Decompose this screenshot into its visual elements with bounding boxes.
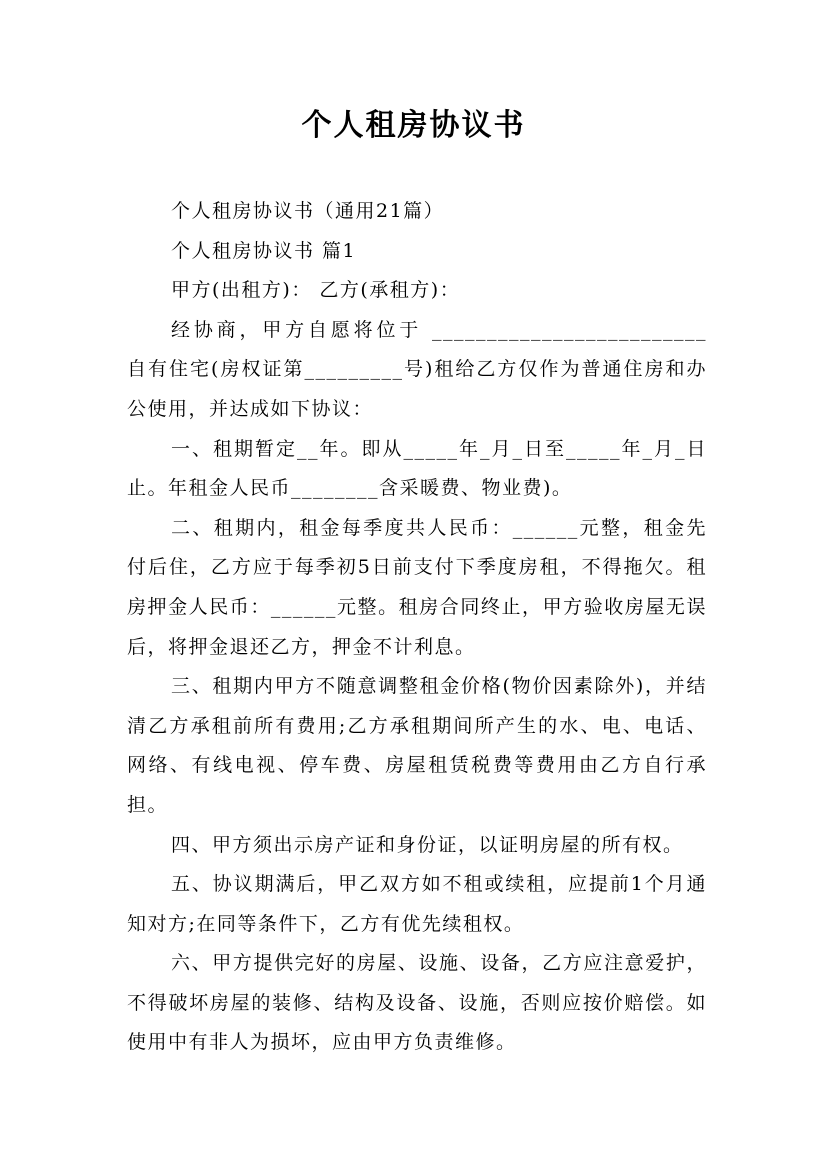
document-body <box>127 192 707 1063</box>
paragraph-section-heading: 个人租房协议书 篇1 <box>171 239 357 262</box>
paragraph-subtitle: 个人租房协议书（通用21篇） <box>171 200 445 222</box>
document-title: 个人租房协议书 <box>301 108 526 143</box>
paragraph-intro: 经协商，甲方自愿将位于 _________________________ 自有住宅(房权证第_________号)租给乙方仅作为普通住房和办公使用，并达成如下协议： <box>127 318 707 420</box>
paragraph-clause-5: 五、协议期满后，甲乙双方如不租或续租，应提前1个月通知对方;在同等条件下，乙方有优先续租权。 <box>127 873 707 935</box>
paragraph-parties: 甲方(出租方)： 乙方(承租方)： <box>171 279 461 302</box>
paragraph-clause-4: 四、甲方须出示房产证和身份证，以证明房屋的所有权。 <box>171 833 684 856</box>
paragraph-clause-1: 一、租期暂定__年。即从_____年_月_日至_____年_月_日止。年租金人民币________含采暖费、物业费)。 <box>127 437 707 500</box>
paragraph-clause-6: 六、甲方提供完好的房屋、设施、设备，乙方应注意爱护，不得破坏房屋的装修、结构及设备、设施，否则应按价赔偿。如使用中有非人为损坏，应由甲方负责维修。 <box>127 952 707 1054</box>
paragraph-clause-3: 三、租期内甲方不随意调整租金价格(物价因素除外)，并结清乙方承租前所有费用;乙方承租期间所产生的水、电、电话、网络、有线电视、停车费、房屋租赁税费等费用由乙方自行承担。 <box>127 675 707 816</box>
paragraph-clause-2: 二、租期内，租金每季度共人民币：______元整，租金先付后住，乙方应于每季初5日前支付下季度房租，不得拖欠。租房押金人民币：______元整。租房合同终止，甲方验收房屋无误后，将押金退还乙方，押金不计利息。 <box>127 516 707 658</box>
